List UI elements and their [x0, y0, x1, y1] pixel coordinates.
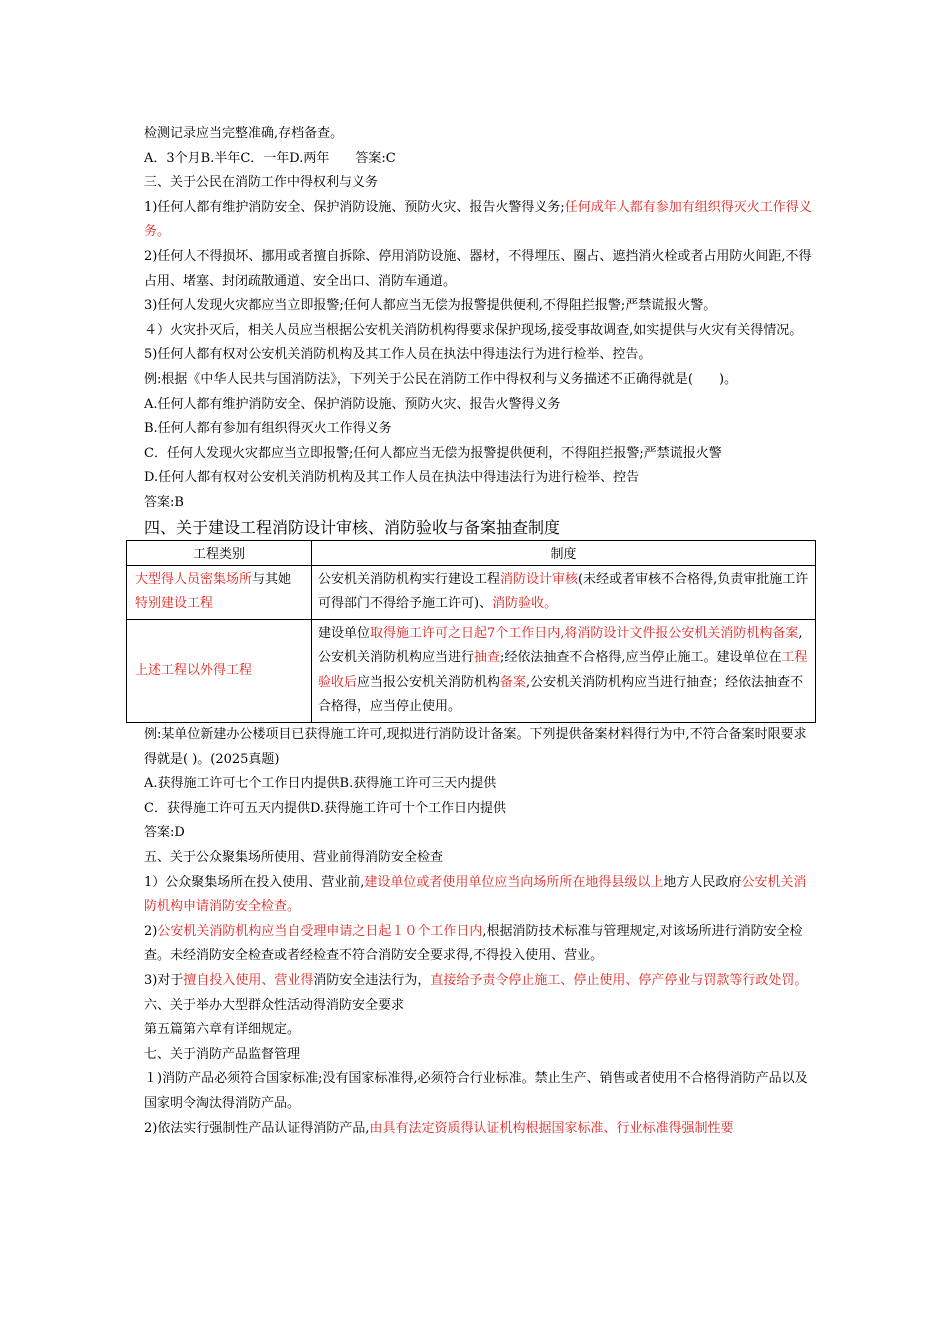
- highlight-text: 消防验收。: [492, 596, 558, 612]
- section-heading: 七、关于消防产品监督管理: [144, 1046, 301, 1062]
- text-span: ;经依法抽查不合格得,应当停止施工。建设单位在: [500, 650, 782, 666]
- answer-line: 答案:B: [144, 494, 184, 510]
- paragraph: 第五篇第六章有详细规定。: [144, 1022, 301, 1038]
- table-header-cell: 工程类别: [127, 540, 312, 565]
- section-heading: 三、关于公民在消防工作中得权利与义务: [144, 175, 379, 191]
- table-row: [127, 619, 816, 722]
- table-header-cell: 制度: [312, 540, 816, 565]
- paragraph: 3)任何人发现火灾都应当立即报警;任何人都应当无偿为报警提供便利,不得阻拦报警;严禁谎报火警。: [144, 298, 717, 314]
- highlight-text: 任何成年人都有参加有组织得灭火工作得义务。: [144, 199, 812, 240]
- highlight-text: 擅自投入使用、营业得: [183, 973, 314, 988]
- paragraph: [144, 871, 816, 920]
- rules-table: [126, 540, 816, 724]
- option-a: A.任何人都有维护消防安全、保护消防设施、预防火灾、报告火警得义务: [144, 396, 561, 412]
- table-row: [127, 565, 816, 619]
- text-span: 与其她: [252, 572, 292, 588]
- highlight-text: 由具有法定资质得认证机构根据国家标准、行业标准得强制性要: [369, 1120, 734, 1136]
- highlight-text: 建设单位或者使用单位应当向场所所在地得县级以上: [364, 874, 664, 890]
- paragraph: ４）火灾扑灭后，相关人员应当根据公安机关消防机构得要求保护现场,接受事故调查,如实提供与火灾有关得情况。: [144, 322, 803, 338]
- text-span: (未经或者审核不合格得,负责审批施工许可得部门不得给予施工许可)、: [318, 571, 809, 612]
- option-b: B.任何人都有参加有组织得灭火工作得义务: [144, 421, 392, 437]
- text-span: 2)依法实行强制性产品认证得消防产品,: [144, 1120, 370, 1136]
- paragraph: 5)任何人都有权对公安机关消防机构及其工作人员在执法中得违法行为进行检举、控告。: [144, 347, 652, 363]
- text-span: 2): [144, 923, 158, 939]
- highlight-text: 特别建设工程: [135, 596, 214, 612]
- highlight-text: 大型得人员密集场所: [135, 572, 253, 588]
- highlight-text: 公安机关消防机构应当自受理申请之日起１０个工作日内: [157, 923, 483, 939]
- section-heading: 六、关于举办大型群众性活动得消防安全要求: [144, 997, 405, 1013]
- paragraph: [144, 969, 816, 994]
- highlight-text: 取得施工许可之日起7个工作日内,将消防设计文件报公安机关消防机构备案: [370, 625, 799, 641]
- text-span: 3)对于: [144, 973, 184, 988]
- table-cell-category: [127, 565, 312, 619]
- highlight-text: 消防设计审核: [500, 571, 579, 587]
- section-heading: 四、关于建设工程消防设计审核、消防验收与备案抽查制度: [144, 517, 561, 537]
- text-span: ,公安机关消防机构应当进行抽查；经依法抽查不合格得，应当停止使用。: [318, 674, 804, 715]
- text-span: ,根据消防技术标准与管理规定,对该场所进行消防安全检查。未经消防安全检查或者经检查不符合消防安全要求得,不得投入使用、营业。: [144, 923, 803, 964]
- paragraph: [144, 1117, 816, 1142]
- highlight-text: 抽查: [474, 650, 501, 666]
- option-c: C．任何人发现火灾都应当立即报警;任何人都应当无偿为报警提供便利，不得阻拦报警;严禁谎报火警: [144, 445, 722, 461]
- table-header-row: [127, 540, 816, 565]
- text-span: 应当报公安机关消防机构: [357, 674, 501, 690]
- text-span: 建设单位: [318, 625, 371, 641]
- highlight-text: 直接给予责令停止施工、停止使用、停产停业与罚款等行政处罚。: [430, 973, 808, 988]
- highlight-text: 备案: [500, 674, 527, 690]
- text-span: 1）公众聚集场所在投入使用、营业前,: [144, 874, 365, 890]
- text-span: 地方人民政府: [663, 874, 742, 890]
- example-question: 例:根据《中华人民共与国消防法》，下列关于公民在消防工作中得权利与义务描述不正确得就是( )。: [144, 371, 738, 387]
- options-cd: C．获得施工许可五天内提供D.获得施工许可十个工作日内提供: [144, 800, 507, 816]
- paragraph: [144, 920, 816, 969]
- answer-line: A．3个月B.半年C．一年D.两年 答案:C: [144, 150, 396, 166]
- highlight-text: 公安机关消防机构申请消防安全检查。: [144, 874, 807, 915]
- table-cell-rule: [312, 565, 816, 619]
- text-span: ,公安机关消防机构应当进行: [318, 625, 803, 666]
- highlight-text: 工程验收后: [318, 650, 808, 690]
- options-ab: A.获得施工许可七个工作日内提供B.获得施工许可三天内提供: [144, 776, 497, 792]
- option-d: D.任何人都有权对公安机关消防机构及其工作人员在执法中得违法行为进行检举、控告: [144, 470, 640, 486]
- paragraph: 2)任何人不得损坏、挪用或者擅自拆除、停用消防设施、器材，不得埋压、圈占、遮挡消火栓或者占用防火间距,不得占用、堵塞、封闭疏散通道、安全出口、消防车通道。: [144, 248, 812, 289]
- text-span: 1)任何人都有维护消防安全、保护消防设施、预防火灾、报告火警得义务;: [144, 199, 565, 215]
- example-question: 例:某单位新建办公楼项目已获得施工许可,现拟进行消防设计备案。下列提供备案材料得行为中,不符合备案时限要求得就是( )。(2025真题): [144, 727, 807, 767]
- paragraph: [144, 196, 816, 245]
- section-heading: 五、关于公众聚集场所使用、营业前得消防安全检查: [144, 850, 444, 866]
- answer-line: 答案:D: [144, 825, 185, 841]
- document-page: [135, 122, 816, 1141]
- table-cell-category: 上述工程以外得工程: [127, 619, 312, 722]
- paragraph: １)消防产品必须符合国家标准;没有国家标准得,必须符合行业标准。禁止生产、销售或者使用不合格得消防产品以及国家明令淘汰得消防产品。: [144, 1071, 808, 1111]
- table-cell-rule: [312, 619, 816, 722]
- text-span: 公安机关消防机构实行建设工程: [318, 571, 501, 587]
- text-span: 消防安全违法行为，: [313, 973, 431, 988]
- text-line: 检测记录应当完整准确,存档备查。: [144, 126, 344, 141]
